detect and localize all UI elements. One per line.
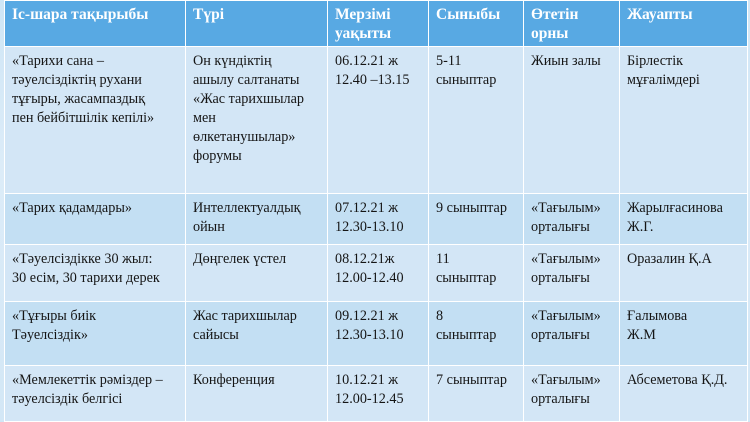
cell-responsible: Абсеметова Қ.Д. — [620, 366, 748, 422]
cell-responsible: Жарылғасинова Ж.Г. — [620, 194, 748, 245]
cell-grade: 7 сыныптар — [429, 366, 524, 422]
cell-venue: Жиын залы — [524, 47, 620, 194]
header-type: Түрі — [186, 1, 328, 47]
cell-event-topic: «Тұғыры биік Тәуелсіздік» — [5, 302, 186, 366]
cell-type: Интеллектуалдық ойын — [186, 194, 328, 245]
header-venue: Өтетін орны — [524, 1, 620, 47]
cell-date-time: 10.12.21 ж 12.00-12.45 — [328, 366, 429, 422]
header-responsible: Жауапты — [620, 1, 748, 47]
cell-venue: «Тағылым» орталығы — [524, 194, 620, 245]
cell-type: Он күндіктің ашылу салтанаты «Жас тарихшылар мен өлкетанушылар» форумы — [186, 47, 328, 194]
cell-date-time: 09.12.21 ж 12.30-13.10 — [328, 302, 429, 366]
table-row — [5, 245, 748, 302]
cell-event-topic: «Мемлекеттік рәміздер – тәуелсіздік белгісі — [5, 366, 186, 422]
events-table — [4, 0, 748, 422]
header-date-time: Мерзімі уақыты — [328, 1, 429, 47]
cell-event-topic: «Тарих қадамдары» — [5, 194, 186, 245]
table-row — [5, 366, 748, 422]
cell-grade: 11 сыныптар — [429, 245, 524, 302]
cell-responsible: Ғалымова Ж.М — [620, 302, 748, 366]
cell-grade: 8 сыныптар — [429, 302, 524, 366]
cell-venue: «Тағылым» орталығы — [524, 366, 620, 422]
cell-grade: 9 сыныптар — [429, 194, 524, 245]
table-row — [5, 302, 748, 366]
cell-responsible: Оразалин Қ.А — [620, 245, 748, 302]
header-grade: Сыныбы — [429, 1, 524, 47]
cell-date-time: 07.12.21 ж 12.30-13.10 — [328, 194, 429, 245]
table-row — [5, 194, 748, 245]
cell-venue: «Тағылым» орталығы — [524, 245, 620, 302]
cell-type: Жас тарихшылар сайысы — [186, 302, 328, 366]
table-row — [5, 47, 748, 194]
header-event-topic: Іс-шара тақырыбы — [5, 1, 186, 47]
cell-event-topic: «Тарихи сана – тәуелсіздіктің рухани тұғыры, жасампаздық пен бейбітшілік кепілі» — [5, 47, 186, 194]
cell-type: Дөңгелек үстел — [186, 245, 328, 302]
cell-event-topic: «Тәуелсіздікке 30 жыл: 30 есім, 30 тарихи дерек — [5, 245, 186, 302]
cell-venue: «Тағылым» орталығы — [524, 302, 620, 366]
cell-responsible: Бірлестік мұғалімдері — [620, 47, 748, 194]
cell-grade: 5-11 сыныптар — [429, 47, 524, 194]
cell-type: Конференция — [186, 366, 328, 422]
cell-date-time: 08.12.21ж 12.00-12.40 — [328, 245, 429, 302]
cell-date-time: 06.12.21 ж 12.40 –13.15 — [328, 47, 429, 194]
table-header-row — [5, 1, 748, 47]
